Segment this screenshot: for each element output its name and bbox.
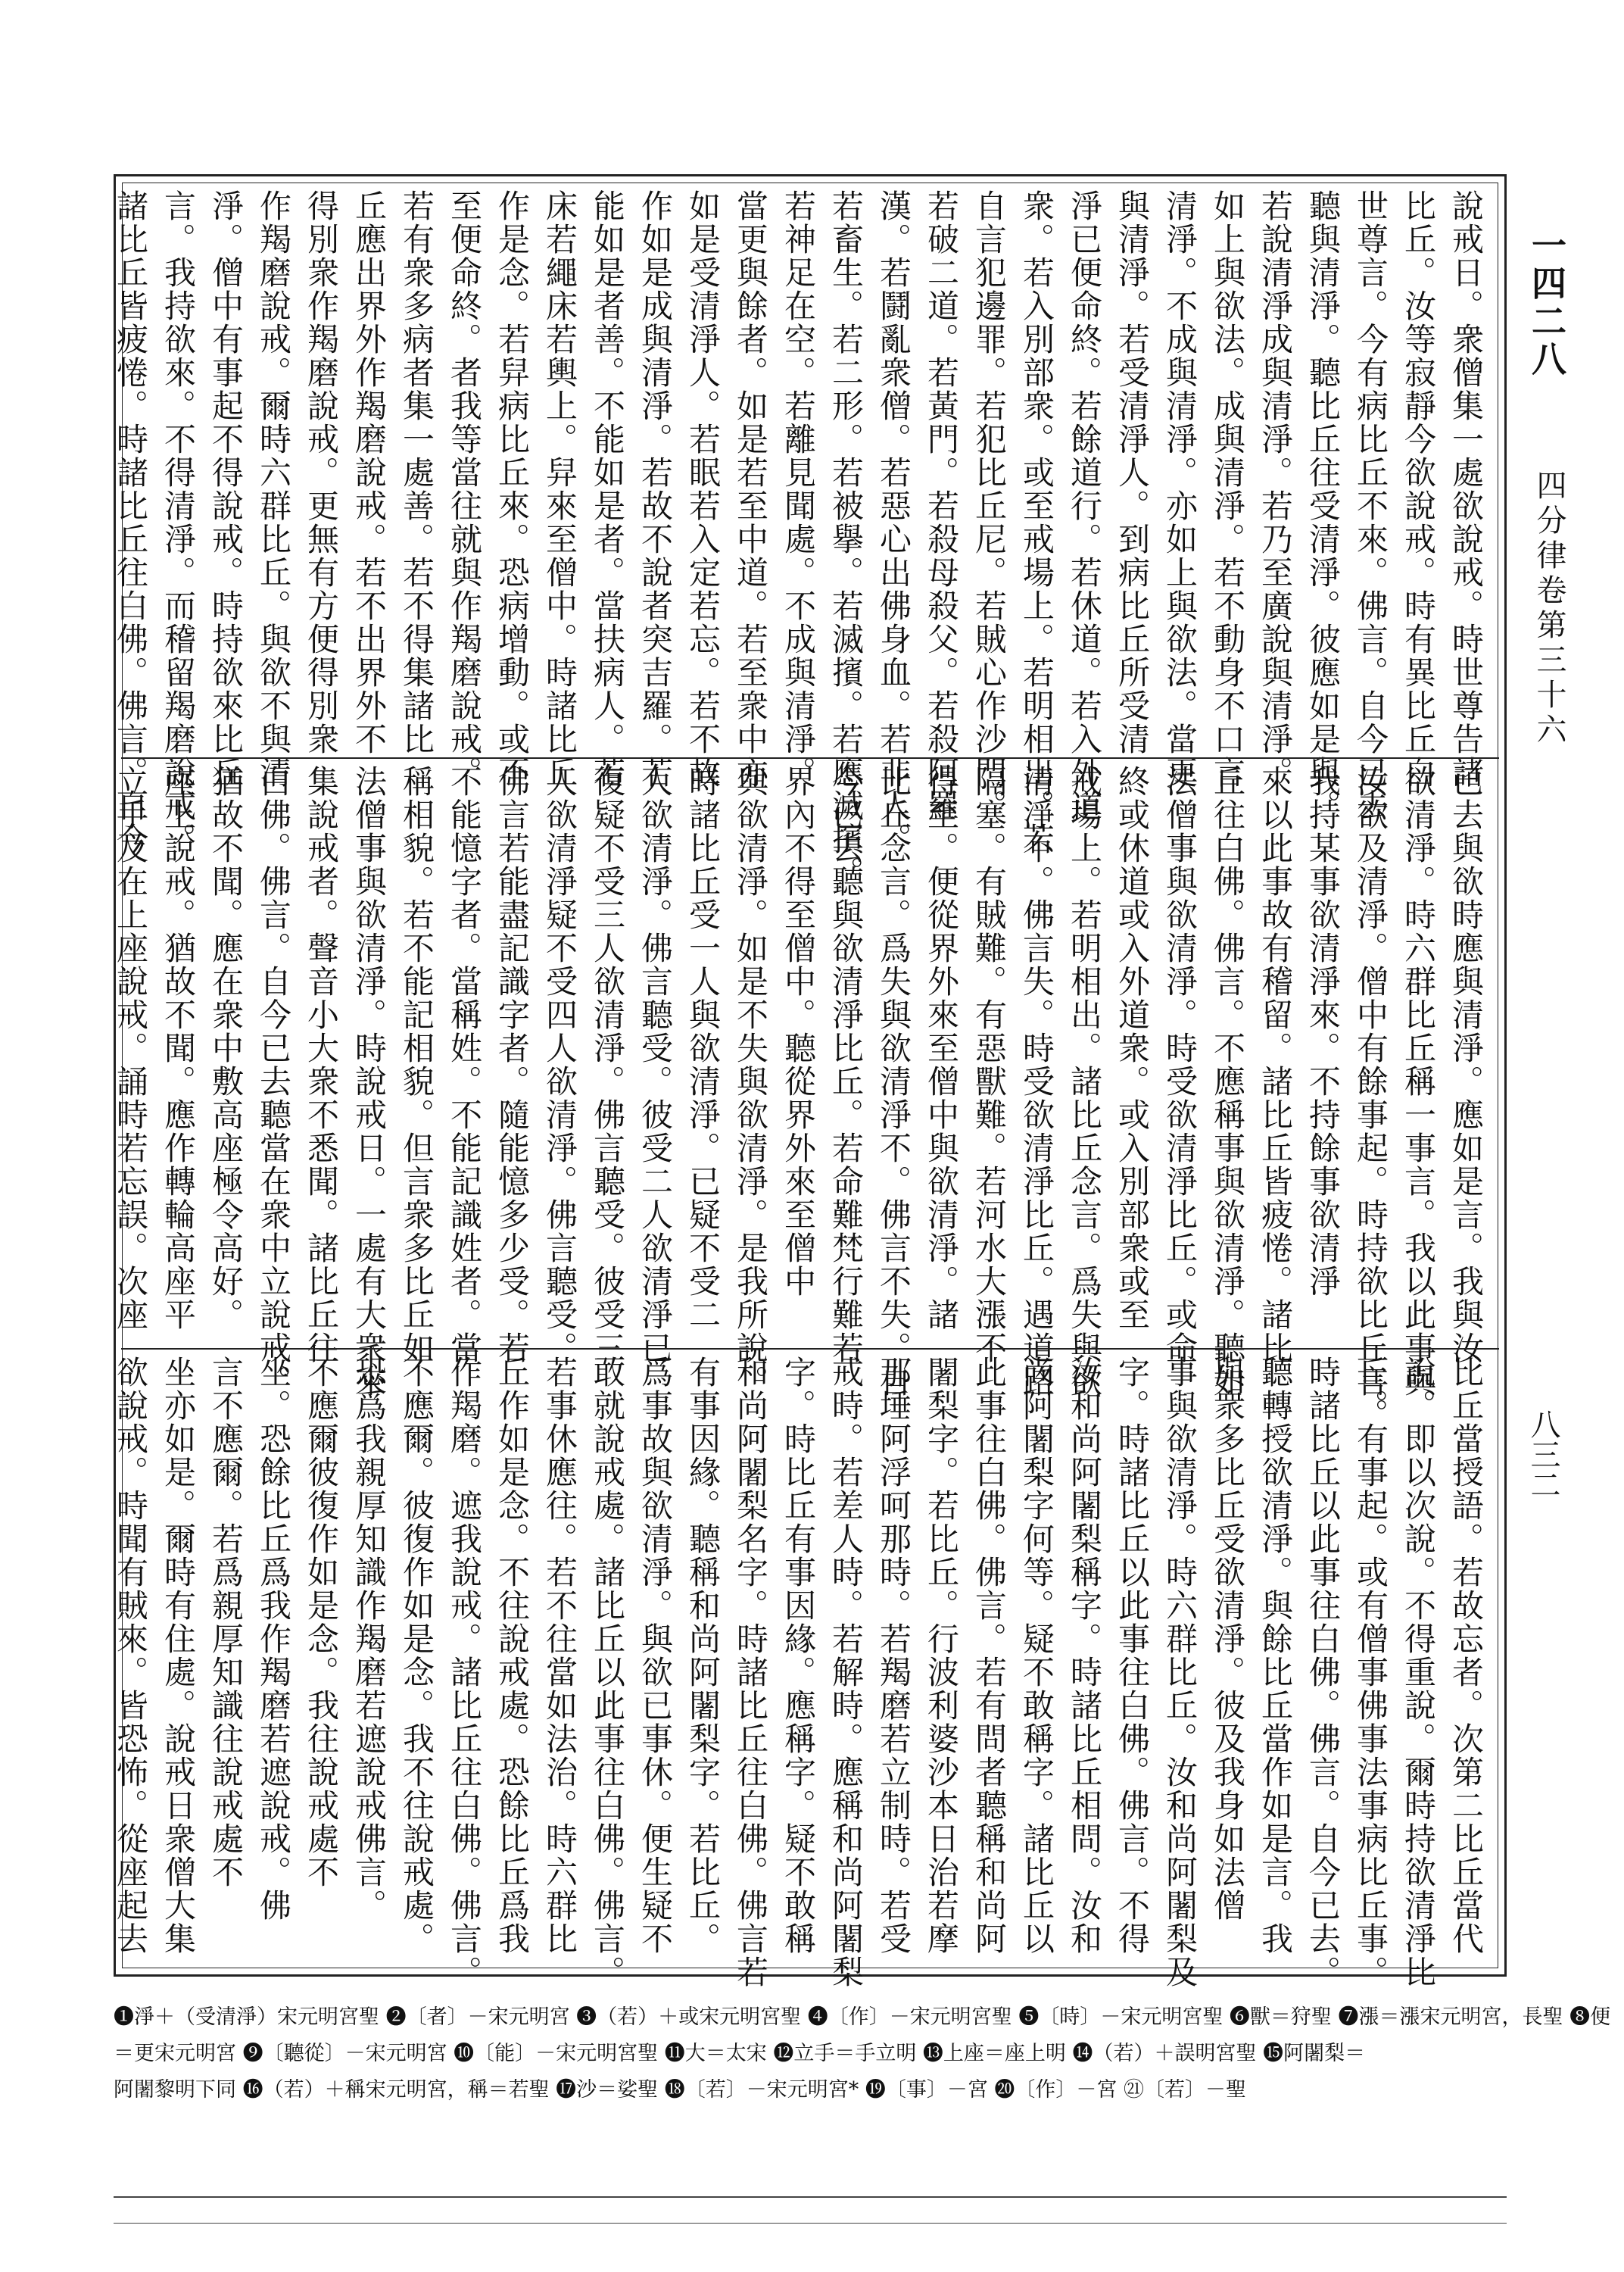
text-column: 白佛。佛言。自今已去聽當在衆中立說戒。: [255, 765, 292, 1398]
text-column: 復疑不受三人欲清淨。佛言聽受。彼受三: [589, 765, 626, 1365]
footnote-line: ❶淨＋（受清淨）宋元明宮聖 ❷〔者〕－宋元明宮 ❸（若）＋或宋元明宮聖 ❹〔作〕－宋元明宮聖 ❺〔時〕－宋元明宮聖 ❻獸＝狩聖 ❼漲＝漲宋元明宮，長聖 ❽便: [114, 2005, 1611, 2029]
text-column: 佛言若能盡記識字者。隨能憶多少受。若: [494, 765, 531, 1365]
footnote-line: ＝更宋元明宮 ❾〔聽從〕－宋元明宮 ❿〔能〕－宋元明宮聖 ⓫大＝太宋 ⓬立手＝手立明 ⓭上座＝座上明 ⓮（若）＋誤明宮聖 ⓯阿闍梨＝: [114, 2042, 1366, 2065]
side-page-number: 八三二: [1526, 1409, 1560, 1500]
text-column: 得別衆作羯磨說戒。更無有方便得別衆: [303, 189, 340, 756]
text-column: 坐。恐餘比丘爲我作羯磨若遮說戒。佛: [255, 1356, 292, 1922]
text-column: 人欲清淨。佛言聽受。彼受二人欲清淨已: [637, 765, 674, 1365]
text-column: 聽與清淨。聽比丘往受清淨。彼應如是與。: [1304, 189, 1342, 822]
text-column: 衆。若入別部衆。或至戒場上。若明相出。若: [1018, 189, 1055, 856]
text-column: 稱相貌。若不能記相貌。但言衆多比丘如: [398, 765, 435, 1365]
text-column: 能如是者善。不能如是者。當扶病人。若: [589, 189, 626, 789]
text-column: 與衆多比丘受欲清淨。彼及我身如法僧: [1209, 1356, 1246, 1922]
text-column: 言。我持欲來。不得清淨。而稽留羯磨說戒。: [160, 189, 197, 856]
text-column: 床若繩床若輿上。舁來至僧中。時諸比丘: [541, 189, 578, 789]
text-column: 欲說戒。時聞有賊來。皆恐怖。從座起去: [112, 1356, 149, 1955]
text-column: 若有衆多病者集一處善。若不得集諸比: [398, 189, 435, 756]
text-column: 事與欲清淨。時六群比丘。汝和尚阿闍梨及: [1161, 1356, 1199, 1989]
text-column: 比丘念言。爲失與欲清淨不。佛言不失。自: [875, 765, 912, 1398]
register-divider: [121, 1348, 1499, 1350]
bottom-rule-thin: [114, 2223, 1507, 2224]
register-divider: [121, 757, 1499, 759]
text-column: 得至。便從界外來至僧中與欲清淨。諸: [923, 765, 960, 1331]
running-title: 四分律卷第三十六: [1532, 470, 1566, 748]
text-column: 猶故不聞。應在衆中敷高座極令高好。: [207, 765, 245, 1331]
text-column: 不能憶字者。當稱姓。不能記識姓者。當: [446, 765, 483, 1365]
text-column: 作是念。若舁病比丘來。恐病增動。或不: [494, 189, 531, 789]
text-column: 不應爾彼復作如是念。我往說戒處不: [303, 1356, 340, 1889]
text-column: 丘應出界外作羯磨說戒。若不出界外不: [351, 189, 388, 756]
text-column: 有事因緣。聽稱和尚阿闍梨字。若比丘。: [684, 1356, 722, 1955]
text-column: 與清淨。若受清淨人。到病比丘所受清: [1114, 189, 1151, 756]
text-column: 界內不得至僧中。聽從界外來至僧中: [780, 765, 817, 1298]
page-number: 一四二八: [1526, 227, 1567, 379]
text-column: 汝欲及清淨。僧中有餘事起。時持欲比丘言。: [1352, 765, 1389, 1431]
text-column: 作如是成與清淨。若故不說者突吉羅。若: [637, 189, 674, 789]
text-column: 說戒日。衆僧集一處欲說戒。時世尊告諸: [1448, 189, 1485, 789]
text-column: 若說清淨成與清淨。若乃至廣說與清淨。: [1257, 189, 1294, 789]
text-column: 作羯磨。遮我說戒。諸比丘往白佛。佛言。: [446, 1356, 483, 1989]
text-register-middle: [112, 765, 1490, 1431]
text-column: 尚阿闍梨字何等。疑不敢稱字。諸比丘以: [1018, 1356, 1055, 1955]
text-column: 爲事故與欲清淨。與欲已事休。便生疑不: [637, 1356, 674, 1955]
text-column: 來以此事故有稽留。諸比丘皆疲惓。諸比: [1257, 765, 1294, 1365]
text-column: 字。時比丘有事因緣。應稱字。疑不敢稱: [780, 1356, 817, 1955]
text-column: 至便命終。者我等當往就與作羯磨說戒。: [446, 189, 483, 789]
text-column: 言不應爾。若爲親厚知識往說戒處不: [207, 1356, 245, 1889]
text-column: 淨。僧中有事起不得說戒。時持欲來比丘: [207, 189, 245, 789]
text-column: 清淨。不成與清淨。亦如上與欲法。當更: [1161, 189, 1199, 789]
text-column: 說。即以次說。不得重說。爾時持欲清淨比: [1400, 1356, 1437, 1989]
text-column: 丘。有事起。或有僧事佛事法事病比丘事。: [1352, 1356, 1389, 1989]
text-column: 隔塞。有賊難。有惡獸難。若河水大漲不: [971, 765, 1008, 1365]
text-column: 若破二道。若黃門。若殺母殺父。若殺阿羅: [923, 189, 960, 822]
text-column: 和尚阿闍梨名字。時諸比丘往白佛。佛言若: [732, 1356, 769, 1989]
text-column: 字。時諸比丘以此事往白佛。佛言。不得: [1114, 1356, 1151, 1955]
text-column: 人欲清淨疑不受四人欲清淨。佛言聽受。: [541, 765, 578, 1365]
text-column: 戒時。若差人時。若解時。應稱和尚阿闍梨: [828, 1356, 865, 1989]
text-column: 如是受清淨人。若眠若入定若忘。若不故: [684, 189, 722, 789]
text-column: 若神足在空。若離見聞處。不成與清淨。: [780, 189, 817, 789]
text-column: 丘往白佛。佛言。不應稱事與欲清淨。聽如: [1209, 765, 1246, 1398]
footnotes: [114, 1999, 1611, 2108]
text-column: 諸比丘皆疲惓。時諸比丘往白佛。佛言。自今: [112, 189, 149, 856]
text-column: 若畜生。若二形。若被擧。若滅擯。若應滅擯。: [828, 189, 865, 889]
text-column: 坐亦如是。爾時有住處。說戒日衆僧大集: [160, 1356, 197, 1955]
text-column: 如上與欲法。成與清淨。若不動身不口言: [1209, 189, 1246, 789]
footnote-line: 阿闍黎明下同 ⓰（若）＋稱宋元明宮，稱＝若聖 ⓱沙＝娑聖 ⓲〔若〕－宋元明宮* ⓳〔事〕－宮 ⓴〔作〕－宮 ㉑〔若〕－聖: [114, 2078, 1246, 2102]
text-column: 丘作如是念。不往說戒處。恐餘比丘爲我: [494, 1356, 531, 1955]
text-column: 終或休道或入外道衆。或入別部衆或至: [1114, 765, 1151, 1331]
text-column: 我持某事欲清淨來。不持餘事欲清淨: [1304, 765, 1342, 1298]
text-column: 比丘當授語。若故忘者。次第二比丘當代: [1448, 1356, 1485, 1955]
text-register-top: [112, 189, 1490, 889]
text-column: 此事往白佛。佛言。若有問者聽稱和尚阿: [971, 1356, 1008, 1955]
text-column: 立手及在上座說戒。誦時若忘誤。次座: [112, 765, 149, 1331]
text-column: 汝和尚阿闍梨稱字。時諸比丘相問。汝和: [1066, 1356, 1103, 1955]
text-column: 法僧事與欲清淨。時說戒日。一處有大衆來: [351, 765, 388, 1398]
text-register-bottom: [112, 1356, 1490, 1989]
text-column: 淨已便命終。若餘道行。若休道。若入外道: [1066, 189, 1103, 822]
text-column: 敢就說戒處。諸比丘以此事往白佛。佛言。: [589, 1356, 626, 1989]
text-column: 漢。若鬪亂衆僧。若惡心出佛身血。若非人。: [875, 189, 912, 856]
text-column: 比丘。汝等寂靜今欲說戒。時有異比丘白: [1400, 189, 1437, 789]
text-column: 恐爲我親厚知識作羯磨若遮說戒佛言。: [351, 1356, 388, 1922]
text-column: 清淨不。佛言失。時受欲清淨比丘。遇道路: [1018, 765, 1055, 1398]
text-column: 法僧事與欲清淨。時受欲清淨比丘。或命: [1161, 765, 1199, 1365]
text-column: 欲清淨。時六群比丘稱一事言。我以此事與: [1400, 765, 1437, 1398]
text-column: 世尊言。今有病比丘不來。佛言。自今已去: [1352, 189, 1389, 822]
text-column: 當更與餘者。如是若至中道。若至衆中亦: [732, 189, 769, 789]
text-column: 自言犯邊罪。若犯比丘尼。若賊心作沙門。: [971, 189, 1008, 822]
text-column: 時諸比丘受一人與欲清淨。已疑不受二: [684, 765, 722, 1331]
text-column: 戒場上。若明相出。諸比丘念言。爲失與欲: [1066, 765, 1103, 1398]
text-column: 集說戒者。聲音小大衆不悉聞。諸比丘往: [303, 765, 340, 1365]
text-column: 與欲清淨。如是不失與欲清淨。是我所說。: [732, 765, 769, 1398]
text-column: 闍梨字。若比丘。行波利婆沙本日治若摩: [923, 1356, 960, 1955]
text-column: 已去與欲時應與清淨。應如是言。我與汝: [1448, 765, 1485, 1365]
text-column: 座上說戒。猶故不聞。應作轉輪高座平: [160, 765, 197, 1331]
text-column: 若事休應往。若不往當如法治。時六群比: [541, 1356, 578, 1955]
text-column: 那埵阿浮呵那時。若羯磨若立制時。若受: [875, 1356, 912, 1955]
text-column: 作羯磨說戒。爾時六群比丘。與欲不與清: [255, 189, 292, 789]
bottom-rule: [114, 2196, 1507, 2198]
text-column: 時諸比丘以此事往白佛。佛言。自今已去。: [1304, 1356, 1342, 1989]
text-column: 不應爾。彼復作如是念。我不往說戒處。: [398, 1356, 435, 1955]
text-column: 今已去聽與欲清淨比丘。若命難梵行難若: [828, 765, 865, 1365]
text-column: 聽轉授欲清淨。與餘比丘當作如是言。我: [1257, 1356, 1294, 1955]
